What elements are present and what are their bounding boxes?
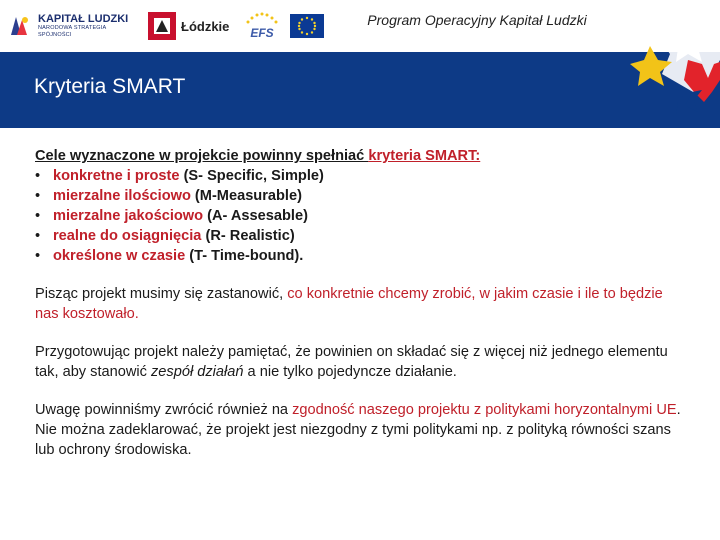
slide-title: Kryteria SMART — [34, 75, 186, 98]
criterion-label: mierzalne ilościowo — [53, 188, 191, 204]
paragraph-elements — [35, 342, 685, 382]
paragraph-policies — [35, 400, 685, 460]
list-item — [35, 206, 685, 226]
list-item — [35, 186, 685, 206]
criterion-label: realne do osiągnięcia — [53, 228, 202, 244]
list-item — [35, 166, 685, 186]
decorative-stars-icon — [608, 0, 720, 130]
paragraph-text: Przygotowując projekt należy pamiętać, że powinien on składać się z więcej niż jednego elementu tak, aby stanowić — [35, 344, 668, 380]
lodzkie-logo — [148, 10, 234, 42]
efs-stars-icon — [242, 12, 282, 26]
eu-flag — [290, 14, 324, 38]
criterion-desc: (T- Time-bound). — [185, 248, 304, 264]
intro-smart-link: kryteria SMART: — [368, 148, 481, 164]
paragraph-planning — [35, 284, 685, 324]
program-title: Program Operacyjny Kapitał Ludzki — [367, 12, 587, 28]
lodzkie-text: Łódzkie — [181, 18, 230, 34]
list-item — [35, 246, 685, 266]
kapital-ludzki-mark-icon — [8, 14, 32, 38]
kapital-ludzki-title: KAPITAŁ LUDZKI — [38, 13, 129, 25]
efs-text: EFS — [250, 26, 274, 40]
paragraph-highlight: zgodność naszego projektu z politykami horyzontalnymi UE — [292, 402, 677, 418]
kapital-ludzki-logo — [8, 10, 138, 42]
criterion-desc: (M-Measurable) — [190, 188, 302, 204]
criterion-desc: (S- Specific, Simple) — [179, 168, 324, 184]
criterion-label: określone w czasie — [53, 248, 186, 264]
criterion-label: mierzalne jakościowo — [53, 208, 204, 224]
criterion-label: konkretne i proste — [53, 168, 180, 184]
intro-line — [35, 146, 685, 166]
slide-content — [35, 146, 685, 460]
criterion-desc: (A- Assesable) — [203, 208, 308, 224]
criterion-desc: (R- Realistic) — [201, 228, 295, 244]
list-item — [35, 226, 685, 246]
smart-criteria-list — [35, 166, 685, 266]
paragraph-emphasis: zespół działań — [151, 364, 244, 380]
kapital-ludzki-subtitle: NARODOWA STRATEGIA SPÓJNOŚCI — [38, 25, 107, 38]
paragraph-text: Uwagę powinniśmy zwrócić również na — [35, 402, 293, 418]
paragraph-text-end: a nie tylko pojedyncze działanie. — [243, 364, 457, 380]
paragraph-text-end: . Nie można zadeklarować, że projekt jest niezgodny z tymi politykami np. z polityką równości szans lub ochrony środowiska. — [35, 402, 681, 458]
efs-logo — [240, 10, 284, 42]
eu-stars-icon — [290, 14, 324, 38]
lodzkie-mark-icon — [148, 12, 176, 40]
intro-prefix: Cele wyznaczone w projekcie powinny spełniać — [35, 148, 369, 164]
paragraph-highlight: co konkretnie chcemy zrobić, w jakim czasie i ile to będzie nas kosztowało. — [35, 286, 663, 322]
paragraph-text: Pisząc projekt musimy się zastanowić, — [35, 286, 288, 302]
